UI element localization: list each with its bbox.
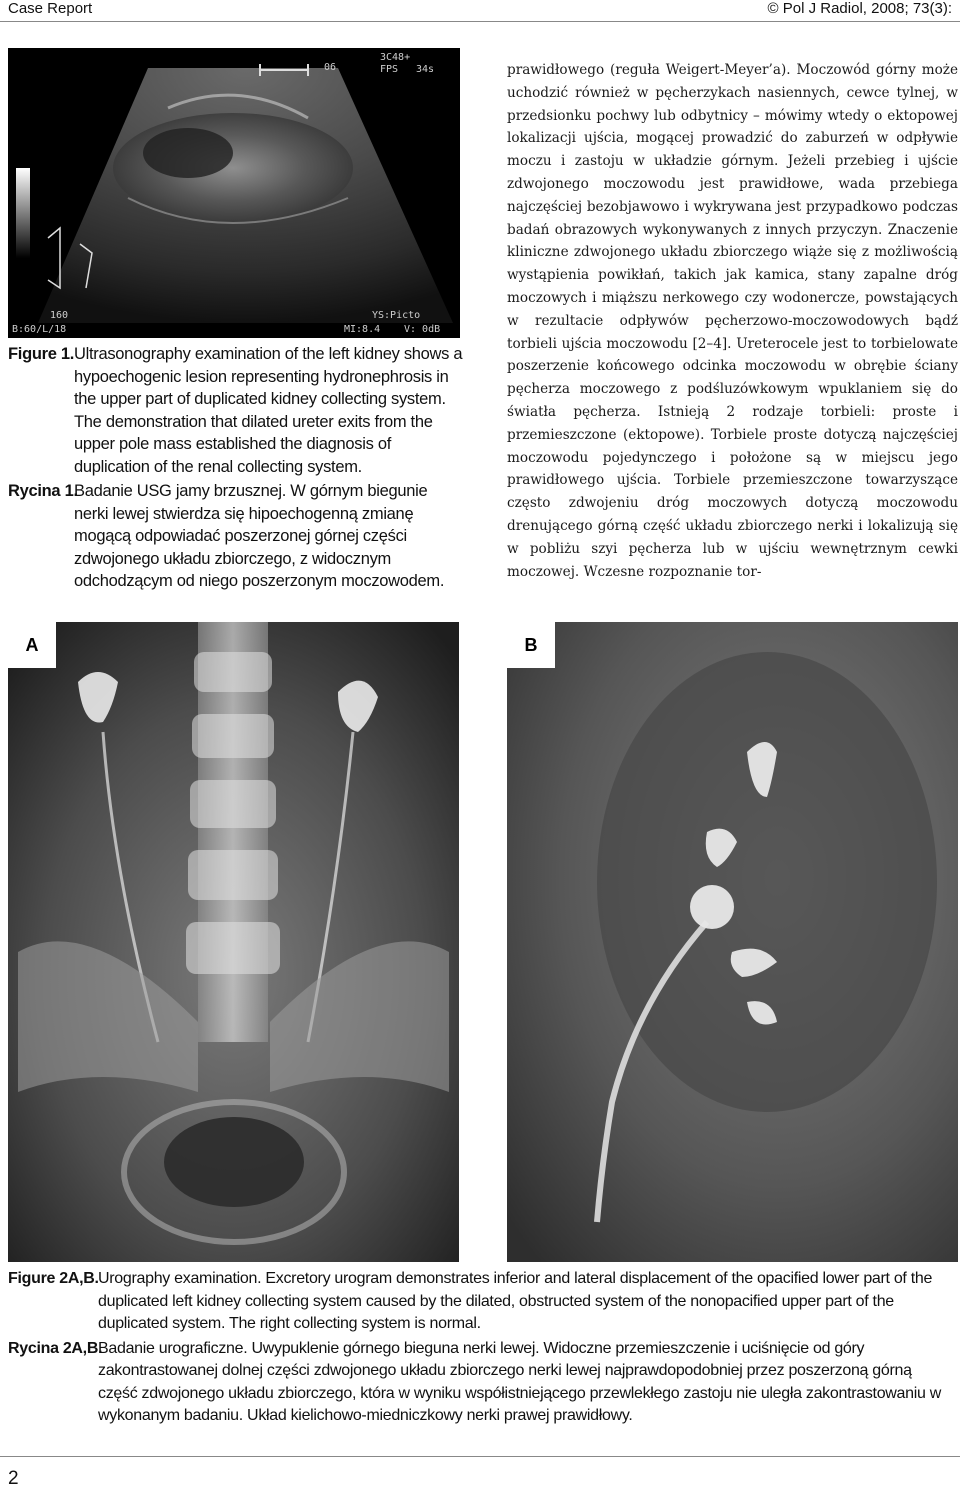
figure1-caption-english-text: Ultrasonography examination of the left kidney shows a hypoechogenic lesion representing hydronephrosis in the upper part of duplicated kidney collecting system. The demonstration that dilated ureter exits from the upper pole mass established the diagnosis of duplication of the renal collecting system. [74,345,463,476]
figure2a-panel-label: A [8,622,56,668]
ultrasound-scan-graphic [8,48,460,338]
figure2a-urogram-image [8,622,459,1262]
figure1-caption-english-label: Figure 1. [8,345,75,363]
figure2-caption-english-label: Figure 2A,B. [8,1270,99,1287]
figure2-caption-english-text: Urography examination. Excretory urogram demonstrates inferior and lateral displacement of the opacified lower part of the duplicated left kidney collecting system caused by the dilated, obstructed system of the nonopacified upper part of the duplicated system. The right collecting system is normal. [98,1270,933,1332]
figure1-ultrasound-image [8,48,460,338]
us-volume-label: V: 0dB [404,324,441,335]
figure1-caption-polish-label: Rycina 1. [8,482,78,500]
running-header-left: Case Report [8,0,93,17]
figure2-caption-polish [8,1338,948,1428]
us-mi-label: MI:8.4 [344,324,381,335]
kidney-closeup-graphic [507,622,958,1262]
figure2b-urogram-image [507,622,958,1262]
urogram-graphic [8,622,459,1262]
us-fps-value: 34s [416,64,435,75]
footer-divider [0,1456,960,1457]
us-preset-label: YS:Picto [372,310,421,321]
figure1-caption-english [8,343,463,478]
us-fps-label: FPS [380,64,399,75]
figure2-caption-polish-label: Rycina 2A,B. [8,1339,103,1357]
figure2b-panel-label: B [507,622,555,668]
article-body-text: prawidłowego (reguła Weigert-Meyer’a). Moczowód górny może uchodzić również w pęcherzykach nasiennych, cewce tylnej, w przedsionku pochwy lub odbytnicy – mówimy wtedy o ektopowej lokalizacji ujścia, mogącej prowadzić do zaburzeń w odpływie moczu i zastoju w układzie górnym. Jeżeli przebieg i ujście zdwojonego moczowodu jest prawidłowe, wada przebiega najczęściej bezobjawowo i wykrywana jest przypadkowo podczas badań obrazowych wykonywanych z innych przyczyn. Znaczenie kliniczne zdwojonego układu zbiorczego wiąże się z możliwością wystąpienia powikłań, takich jak kamica, stany zapalne dróg moczowych i miąższu nerkowego czy wodonercze, powstających w rezultacie odpływów pęcherzowo-moczowodowych bądź torbieli ujścia moczowodu [2–4]. Ureterocele jest to torbielowate poszerzenie końcowego odcinka moczowodu w obrębie ściany pęcherza moczowego z podśluzówkowym wpuklaniem się do światła pęcherza. Istnieją 2 rodzaje torbieli: proste i przemieszczone (ektopowe). Torbiele proste dotyczą najczęściej moczowodu pojedynczego i położone są w miejscu jego prawidłowego ujścia. Torbiele przemieszczone towarzyszące często zdwojeniu dróg moczowych dotyczą moczowodu drenującego górną część układu zbiorczego nerki i lokalizują się w pobliżu szyi pęcherza lub w ujściu wewnętrznym cewki moczowej. Wczesne rozpoznanie tor- [507,62,958,580]
page-number: 2 [8,1468,19,1489]
figure2-caption [8,1268,948,1428]
figure1-caption [8,343,463,593]
us-depth-label: 06 [324,62,337,73]
figure1-caption-polish-text: Badanie USG jamy brzusznej. W górnym biegunie nerki lewej stwierdza się hipoechogenną zmianę mogącą odpowiadać poszerzonej górnej części zdwojonego układu zbiorczego, z widocznym odchodzącym od niego poszerzonym moczowodem. [74,482,445,590]
header-divider [0,21,960,22]
us-gain-label: B:60/L/18 [12,324,67,335]
figure2-caption-english [8,1268,948,1336]
running-header-right: © Pol J Radiol, 2008; 73(3): [767,0,952,17]
figure1-caption-polish [8,480,463,593]
figure2-caption-polish-text: Badanie urograficzne. Uwypuklenie górnego bieguna nerki lewej. Widoczne przemieszczenie i uciśnięcie od góry zakontrastowanej dolnej części zdwojonego układu zbiorczego nerki lewej najprawdopodobniej przez poszerzoną górną część zdwojonego układu zbiorczego, która w wyniku współistniejącego przewlekłego zastoju nie uległa zakontrastowaniu w wykonanym badaniu. Układ kielichowo-miedniczkowy nerki prawej prawidłowy. [98,1339,941,1424]
us-probe-label: 3C48+ [380,52,411,63]
us-scale-label: 160 [50,310,69,321]
